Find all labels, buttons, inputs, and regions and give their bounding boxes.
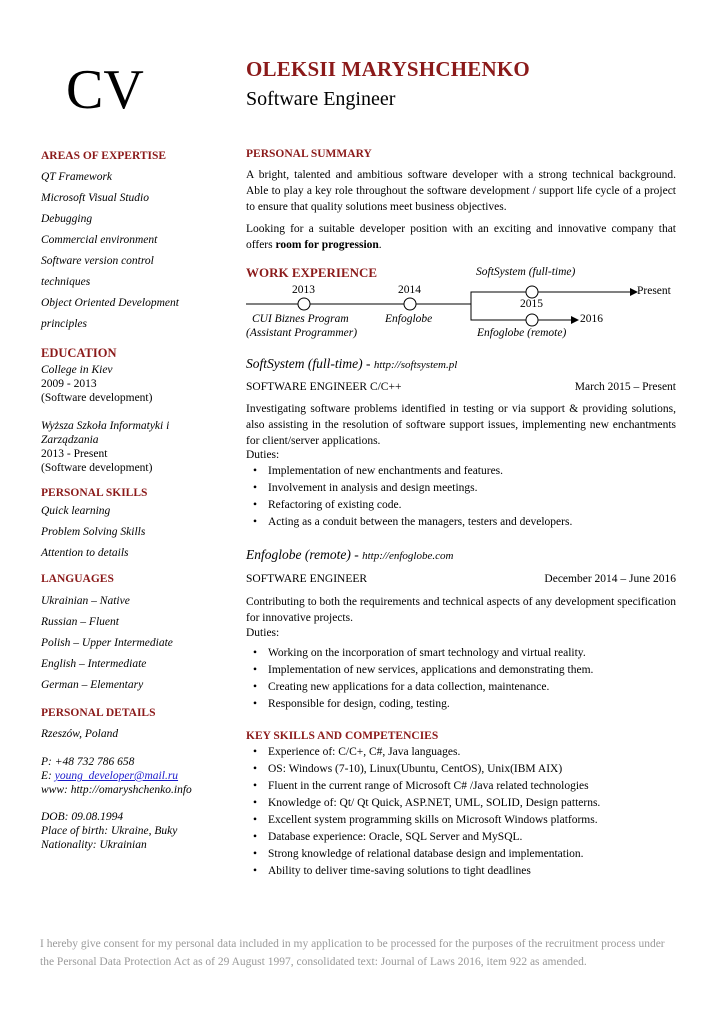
timeline-year: 2015: [520, 298, 543, 310]
expertise-item: Software version control: [41, 255, 154, 267]
details-heading: PERSONAL DETAILS: [41, 707, 156, 719]
job-description: Investigating software problems identified in testing or via support & providing solutions, also assisting in the resolution of software support issues, implementing new enchantments for client/server applications.: [246, 403, 676, 447]
duty-item: • Responsible for design, coding, testing.: [268, 698, 450, 710]
language-item: Polish – Upper Intermediate: [41, 637, 173, 649]
education-field: (Software development): [41, 392, 153, 404]
education-school: Wyższa Szkoła Informatyki i: [41, 420, 170, 432]
details-location: Rzeszów, Poland: [41, 728, 119, 740]
duty-item: • Implementation of new enchantments and features.: [268, 465, 503, 477]
details-website: www: http://omaryshchenko.info: [41, 784, 192, 796]
job-dates: March 2015 – Present: [574, 381, 676, 393]
duties-label: Duties:: [246, 449, 280, 461]
timeline-label-cui: CUI Biznes Program: [252, 313, 349, 325]
key-skill-item: • OS: Windows (7-10), Linux(Ubuntu, CentOS), Unix(IBM AIX): [268, 763, 562, 775]
skills-heading: PERSONAL SKILLS: [41, 487, 148, 499]
duty-item: • Involvement in analysis and design meetings.: [268, 482, 478, 494]
job-position: SOFTWARE ENGINEER: [246, 573, 368, 585]
job-url: http://softsystem.pl: [373, 359, 458, 371]
skill-item: Attention to details: [41, 547, 129, 559]
language-item: Ukrainian – Native: [41, 595, 130, 607]
skill-item: Problem Solving Skills: [41, 526, 146, 538]
summary-text: Looking for a suitable developer position with an exciting and innovative company that offers: [246, 223, 676, 251]
summary-paragraph: A bright, talented and ambitious software developer with a strong technical background. Able to play a key role throughout the software development / support life cycle of a project to ensure that quality solutions meet business objectives.: [246, 169, 676, 213]
key-skill-item: • Fluent in the current range of Microsoft C# /Java related technologies: [268, 780, 589, 792]
job-company-name: SoftSystem (full-time) -: [246, 356, 374, 371]
timeline-branch-upper: [471, 292, 630, 304]
duty-item: • Refactoring of existing code.: [268, 499, 402, 511]
duty-item: • Acting as a conduit between the managers, testers and developers.: [268, 516, 572, 528]
details-nationality: Nationality: Ukrainian: [41, 839, 147, 851]
email-prefix: E:: [41, 770, 55, 782]
language-item: German – Elementary: [41, 679, 144, 691]
duty-item: • Working on the incorporation of smart technology and virtual reality.: [268, 647, 586, 659]
candidate-name: OLEKSII MARYSHCHENKO: [246, 57, 530, 81]
education-school: College in Kiev: [41, 364, 113, 376]
summary-paragraph-2: [246, 221, 676, 253]
expertise-item: QT Framework: [41, 171, 113, 183]
summary-heading: PERSONAL SUMMARY: [246, 148, 372, 160]
key-skill-item: • Ability to deliver time-saving solutions to tight deadlines: [268, 865, 531, 877]
cv-label: CV: [66, 59, 144, 121]
timeline-arrow-2016: [571, 316, 579, 324]
timeline-label-softsystem: SoftSystem (full-time): [476, 266, 576, 278]
timeline-present: Present: [637, 285, 671, 297]
details-email-row: [41, 770, 178, 782]
expertise-item: Object Oriented Development: [41, 297, 179, 309]
languages-heading: LANGUAGES: [41, 573, 114, 585]
timeline-node-2013: [298, 298, 310, 310]
key-skill-item: • Database experience: Oracle, SQL Server and MySQL.: [268, 831, 522, 843]
consent-footer: I hereby give consent for my personal data included in my application to be processed for the purposes of the recruitment process under the Personal Data Protection Act as of 29 August 1997, consolidated text: Journal of Laws 2016, item 922 as amended.: [40, 938, 665, 968]
details-birthplace: Place of birth: Ukraine, Buky: [41, 825, 178, 837]
timeline-year: 2016: [580, 313, 603, 325]
job-company: [246, 356, 457, 372]
details-phone: P: +48 732 786 658: [41, 756, 135, 768]
expertise-item: principles: [41, 318, 87, 330]
education-years: 2013 - Present: [41, 448, 108, 460]
job-company-name: Enfoglobe (remote) -: [246, 547, 363, 562]
key-skill-item: • Knowledge of: Qt/ Qt Quick, ASP.NET, UML, SOLID, Design patterns.: [268, 797, 600, 809]
key-skill-item: • Strong knowledge of relational database design and implementation.: [268, 848, 584, 860]
key-skill-item: • Excellent system programming skills on Microsoft Windows platforms.: [268, 814, 598, 826]
expertise-item: Debugging: [41, 213, 93, 225]
language-item: Russian – Fluent: [41, 616, 119, 628]
duty-item: • Creating new applications for a data collection, maintenance.: [268, 681, 549, 693]
language-item: English – Intermediate: [41, 658, 147, 670]
expertise-item: Microsoft Visual Studio: [41, 192, 149, 204]
email-link[interactable]: young_developer@mail.ru: [54, 770, 179, 782]
summary-emphasis: room for progression: [275, 239, 379, 251]
timeline-node-enfoglobe-remote: [526, 314, 538, 326]
expertise-heading: AREAS OF EXPERTISE: [41, 150, 167, 162]
details-dob: DOB: 09.08.1994: [41, 811, 124, 823]
job-url: http://enfoglobe.com: [362, 550, 454, 562]
timeline-node-2014: [404, 298, 416, 310]
expertise-item: Commercial environment: [41, 234, 158, 246]
job-position: SOFTWARE ENGINEER C/C++: [246, 381, 402, 393]
key-skills-heading: KEY SKILLS AND COMPETENCIES: [246, 730, 439, 742]
education-heading: EDUCATION: [41, 346, 117, 360]
timeline-label-cui-role: (Assistant Programmer): [246, 327, 358, 339]
timeline-year: 2013: [292, 284, 315, 296]
education-field: (Software development): [41, 462, 153, 474]
work-heading: WORK EXPERIENCE: [246, 265, 378, 280]
timeline-label-enfoglobe: Enfoglobe: [385, 313, 433, 325]
job-title: Software Engineer: [246, 88, 396, 110]
timeline-node-softsystem: [526, 286, 538, 298]
timeline-year: 2014: [398, 284, 421, 296]
summary-text-end: .: [378, 239, 382, 251]
timeline-label-enfoglobe-remote: Enfoglobe (remote): [477, 327, 567, 339]
duties-label: Duties:: [246, 627, 280, 639]
job-company: [246, 547, 453, 563]
key-skill-item: • Experience of: C/C+, C#, Java languages.: [268, 746, 460, 758]
skill-item: Quick learning: [41, 505, 111, 517]
job-dates: December 2014 – June 2016: [544, 573, 676, 585]
job-description: Contributing to both the requirements and technical aspects of any development specification for innovative projects.: [246, 596, 676, 624]
education-school: Zarządzania: [41, 434, 99, 446]
expertise-item: techniques: [41, 276, 91, 288]
education-years: 2009 - 2013: [41, 378, 97, 390]
duty-item: • Implementation of new services, applications and demonstrating them.: [268, 664, 593, 676]
